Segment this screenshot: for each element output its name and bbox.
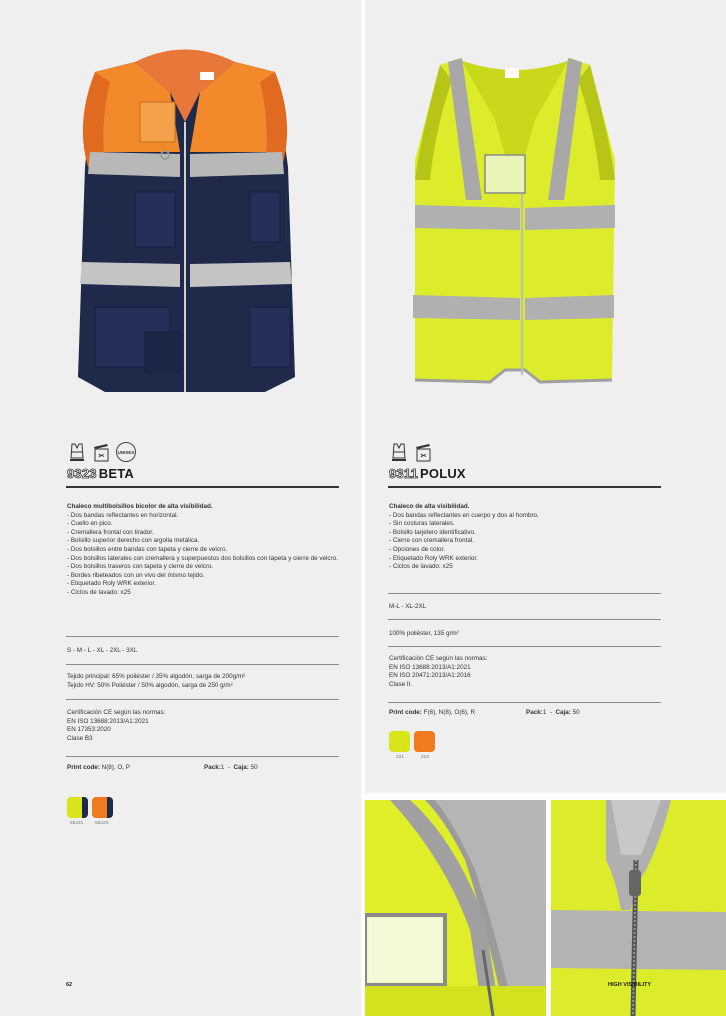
ce-certification-icon — [414, 442, 432, 462]
unisex-icon: UNISEX — [116, 442, 136, 462]
beta-product-code: 9323 — [67, 466, 97, 481]
divider — [66, 756, 339, 757]
beta-feature: - Dos bolsillos entre bandas con tapeta y cierre de velcro. — [67, 545, 228, 553]
polux-fabric — [389, 630, 459, 639]
beta-feature: - Etiquetado Roly WRK exterior. — [67, 580, 156, 588]
print-code-label: Print code: — [67, 764, 100, 771]
swatch-code: 221 — [396, 755, 405, 760]
beta-vest-image — [60, 32, 310, 402]
polux-cert-title: Certificación CE según las normas: — [389, 655, 488, 662]
beta-feature: - Dos bolsillos laterales con cremallera y superpuestos dos bolsillos con tapeta y cierre de velcro. — [67, 554, 338, 562]
divider — [388, 702, 661, 703]
print-code-label: Print code: — [389, 709, 422, 716]
divider — [388, 646, 661, 647]
beta-feature: - Cremallera frontal con tirador. — [67, 528, 154, 536]
pack-value: 1 — [542, 709, 547, 716]
polux-pack-info: Pack:1 - Caja: 50 — [526, 709, 580, 716]
polux-feature: - Dos bandas reflectantes en cuerpo y dos al hombro. — [389, 511, 539, 519]
beta-certification — [67, 709, 165, 743]
ce-certification-icon — [92, 442, 110, 462]
divider — [388, 593, 661, 594]
beta-cert-line: EN ISO 13688:2013/A1:2021 — [67, 717, 149, 725]
polux-title-divider — [388, 486, 661, 488]
divider — [66, 636, 339, 637]
polux-feature: - Opciones de color. — [389, 545, 446, 553]
beta-feature: - Dos bolsillos traseros con tapeta y cierre de velcro. — [67, 563, 214, 571]
box-value: 50 — [572, 709, 580, 716]
polux-feature: - Bolsillo tarjetero identificativo. — [389, 528, 476, 536]
swatch-graphic — [67, 797, 88, 818]
beta-product-title — [67, 466, 134, 481]
polux-feature: - Etiquetado Roly WRK exterior. — [389, 554, 478, 562]
box-value: 50 — [250, 764, 258, 771]
pack-label: Pack: — [526, 709, 543, 716]
beta-feature: - Bolsillo superior derecho con argolla metálica. — [67, 537, 200, 545]
beta-color-swatch-55223[interactable] — [92, 797, 113, 818]
beta-fabric — [67, 673, 245, 690]
divider — [388, 619, 661, 620]
beta-description-title: Chaleco multibolsillos bicolor de alta visibilidad. — [67, 503, 213, 510]
print-code-value: F(6), N(8), O(6), R — [423, 709, 476, 716]
beta-sizes-text: S - M - L - XL - 2XL - 3XL — [67, 647, 138, 654]
divider — [66, 664, 339, 665]
polux-cert-line: Clase II. — [389, 680, 413, 688]
beta-cert-title: Certificación CE según las normas: — [67, 709, 166, 716]
polux-feature: - Ciclos de lavado: x25 — [389, 563, 453, 571]
polux-color-swatch-223[interactable] — [414, 731, 435, 752]
beta-cert-line: EN 17353:2020 — [67, 726, 111, 734]
section-label: HIGH VISIBILITY — [608, 982, 652, 988]
print-code-value: N(8), O, P — [101, 764, 130, 771]
beta-fabric-hv: Tejido HV: 50% Poliéster / 50% algodón, sarga de 250 g/m² — [67, 681, 233, 689]
beta-pack-info: Pack:1 - Caja: 50 — [204, 764, 258, 771]
beta-feature: - Dos bandas reflectantes en horizontal. — [67, 511, 179, 519]
swatch-code: 223 — [421, 755, 430, 760]
polux-vest-image — [400, 40, 630, 400]
box-label: Caja: — [233, 764, 249, 771]
beta-icon-row — [68, 442, 136, 462]
swatch-graphic — [92, 797, 113, 818]
box-label: Caja: — [555, 709, 571, 716]
polux-feature: - Cierre con cremallera frontal. — [389, 537, 475, 545]
polux-product-name: POLUX — [420, 466, 466, 481]
polux-certification — [389, 655, 487, 689]
beta-sizes — [67, 647, 137, 656]
polux-description-title: Chaleco de alta visibilidad. — [389, 503, 470, 510]
beta-feature: - Bordes ribeteados con un vivo del mismo tejido. — [67, 571, 205, 579]
beta-description — [67, 503, 339, 598]
pack-value: 1 — [220, 764, 225, 771]
swatch-code: 55223 — [95, 821, 109, 826]
divider — [66, 699, 339, 700]
beta-print-code — [67, 764, 130, 771]
beta-feature: - Cuello en pico. — [67, 520, 113, 528]
polux-fabric-text: 100% poliéster, 135 g/m² — [389, 630, 459, 637]
polux-product-title — [389, 466, 466, 481]
polux-sizes-text: M-L - XL-2XL — [389, 603, 427, 610]
polux-pocket-detail-image — [365, 800, 546, 1016]
polux-description — [389, 503, 539, 572]
beta-title-divider — [66, 486, 339, 488]
polux-print-code — [389, 709, 475, 716]
vest-pictogram-icon — [390, 442, 408, 462]
polux-feature: - Sin costuras laterales. — [389, 520, 455, 528]
polux-icon-row — [390, 442, 432, 462]
vest-pictogram-icon — [68, 442, 86, 462]
beta-fabric-main: Tejido principal: 65% poliéster / 35% algodón, sarga de 200g/m² — [67, 673, 246, 680]
svg-text:✂: ✂ — [420, 453, 427, 460]
beta-color-swatch-55221[interactable] — [67, 797, 88, 818]
page-number: 62 — [66, 982, 73, 988]
beta-feature: - Ciclos de lavado: x25 — [67, 588, 131, 596]
pack-label: Pack: — [204, 764, 221, 771]
polux-cert-line: EN ISO 20471:2013/A1:2016 — [389, 672, 471, 680]
polux-cert-line: EN ISO 13688:2013/A1:2021 — [389, 663, 471, 671]
polux-product-code: 9311 — [389, 466, 419, 481]
polux-sizes — [389, 603, 426, 612]
beta-cert-line: Clase B3 — [67, 734, 93, 742]
polux-color-swatch-221[interactable] — [389, 731, 410, 752]
swatch-code: 55221 — [70, 821, 84, 826]
svg-text:✂: ✂ — [98, 453, 105, 460]
beta-product-name: BETA — [98, 466, 134, 481]
